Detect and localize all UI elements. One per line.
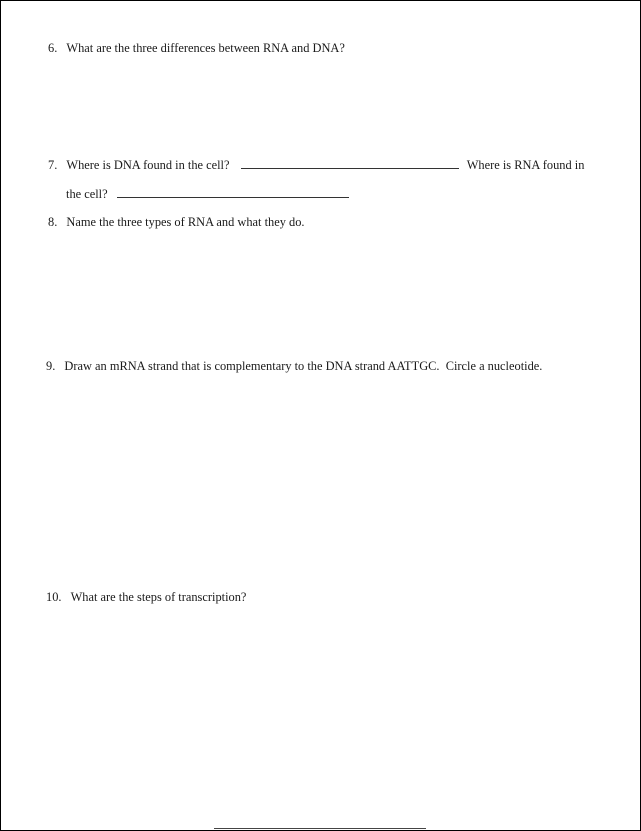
question-8	[48, 215, 305, 230]
question-6-number: 6.	[48, 41, 58, 55]
question-10-text: What are the steps of transcription?	[70, 590, 247, 604]
question-7	[48, 158, 584, 173]
question-8-text: Name the three types of RNA and what they do.	[66, 215, 305, 229]
bottom-edge-mark	[214, 828, 426, 829]
question-9-text: Draw an mRNA strand that is complementary to the DNA strand AATTGC. Circle a nucleotide.	[64, 359, 543, 373]
question-7-number: 7.	[48, 158, 58, 172]
question-6	[48, 41, 345, 56]
question-9	[46, 359, 542, 374]
question-7-continuation	[66, 187, 349, 202]
question-7-text-rna: Where is RNA found in	[466, 158, 585, 172]
question-7-text-dna: Where is DNA found in the cell?	[66, 158, 230, 172]
question-10	[46, 590, 246, 605]
question-8-number: 8.	[48, 215, 58, 229]
rna-location-answer-line[interactable]	[117, 188, 349, 198]
question-10-number: 10.	[46, 590, 62, 604]
question-7-text-cell: the cell?	[66, 187, 108, 201]
dna-location-answer-line[interactable]	[241, 159, 459, 169]
question-6-text: What are the three differences between RNA and DNA?	[66, 41, 345, 55]
question-9-number: 9.	[46, 359, 56, 373]
